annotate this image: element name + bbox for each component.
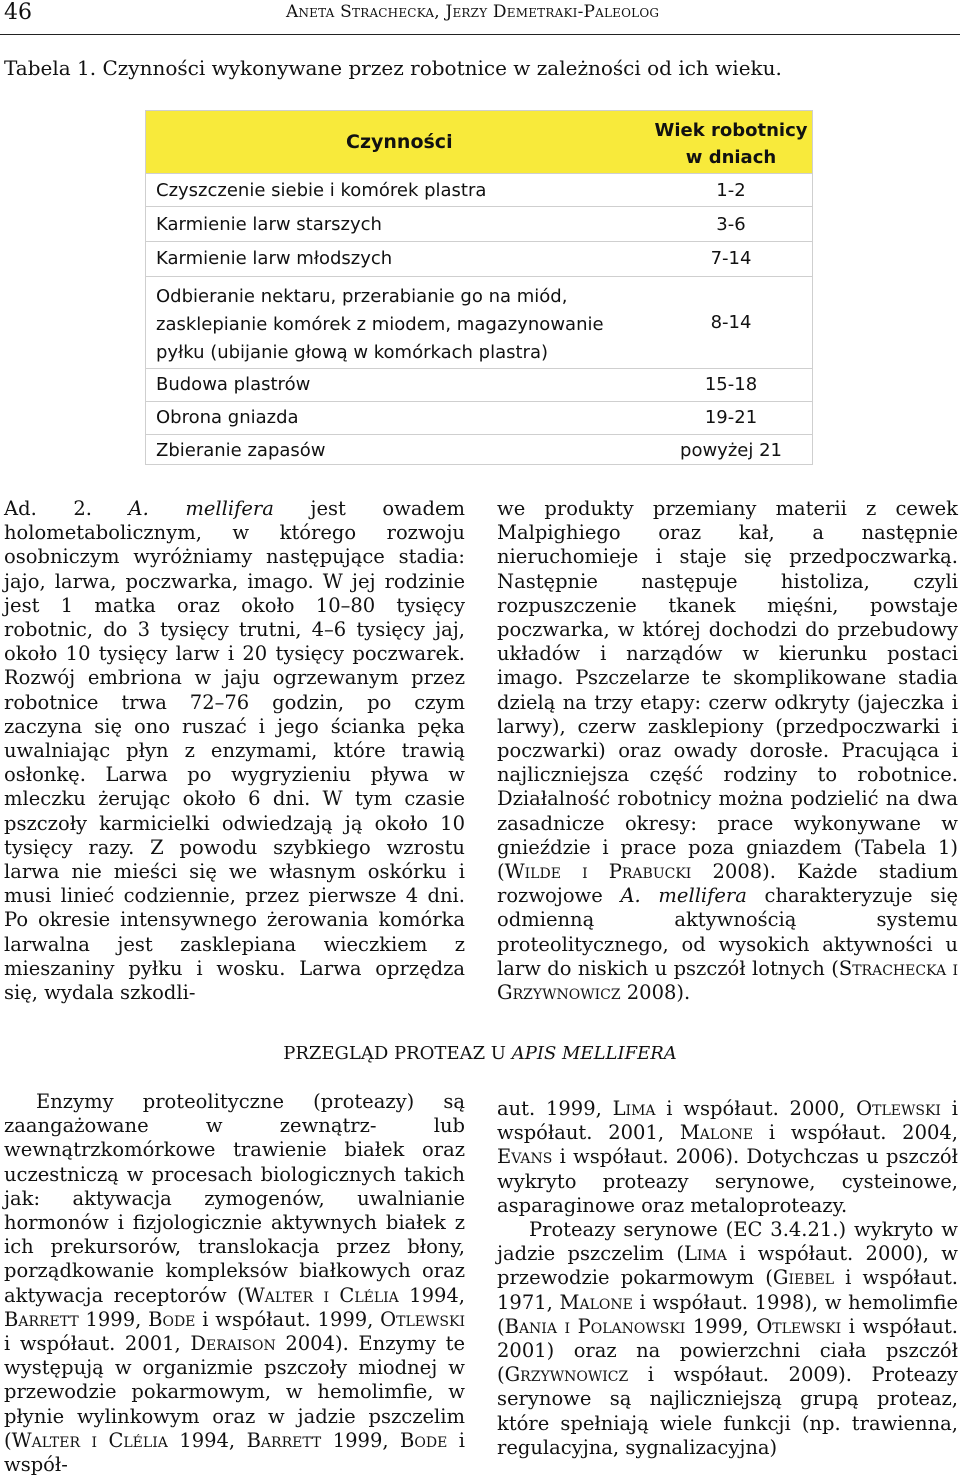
citation-author: Giebel (772, 1266, 835, 1290)
row-age: 19-21 (704, 407, 758, 428)
citation-author: Walter i Clélia (11, 1428, 168, 1452)
paragraph-text: i współaut. 2001) oraz na powierzchni ciała pszczół ( (497, 1314, 958, 1387)
row-age: 15-18 (704, 374, 758, 395)
row-age: 7-14 (710, 248, 752, 269)
citation-author: Barrett (246, 1428, 322, 1452)
paragraph-lead: Ad. 2. (4, 497, 129, 520)
paragraph-text: 1999, (685, 1314, 757, 1338)
table-caption: Tabela 1. Czynności wykonywane przez robotnice w zależności od ich wieku. (4, 56, 782, 80)
row-age: 3-6 (716, 214, 746, 235)
paragraph (4, 497, 465, 1005)
table-row (146, 276, 812, 369)
header-age-line2: w dniach (685, 147, 777, 168)
paragraph (4, 1090, 465, 1477)
row-activity: Obrona gniazda (156, 407, 299, 428)
paragraph-text: 1999, (78, 1307, 149, 1331)
page-number: 46 (4, 0, 32, 25)
row-activity: Karmienie larw starszych (156, 214, 382, 235)
citation-author: Strachecka i Grzywnowicz (497, 956, 958, 1005)
text-column-upper-right (497, 497, 958, 1005)
citation-author: Grzywnowicz (504, 1363, 629, 1387)
table-row (146, 241, 812, 277)
paragraph-text: i współaut. 2001, (497, 1097, 958, 1145)
section-title (0, 1043, 960, 1064)
citation-author: Bode (148, 1307, 196, 1331)
row-age: 8-14 (710, 312, 752, 333)
row-age: powyżej 21 (680, 440, 782, 461)
citation-author: Evans (497, 1145, 553, 1169)
row-activity (156, 283, 604, 367)
table-row (146, 173, 812, 207)
row-activity: Zbieranie zapasów (156, 440, 326, 461)
running-head: Aneta Strachecka, Jerzy Demetraki-Paleolog (286, 2, 660, 22)
citation-author: Otlewski (756, 1314, 842, 1338)
paragraph-text: Proteazy serynowe (EC 3.4.21.) wykryto w jadzie pszczelim ( (497, 1218, 958, 1266)
paragraph-text: i współaut. 2000, (655, 1097, 857, 1120)
table-header (146, 111, 812, 173)
text-column-upper-left (4, 497, 465, 1005)
paragraph-text: i współaut. 1998), w hemolimfie ( (497, 1290, 959, 1338)
citation-author: Wilde i Prabucki (504, 860, 692, 884)
paragraph-text: 1994, (167, 1428, 247, 1452)
paragraph-text: aut. 1999, (497, 1097, 613, 1120)
section-title-species: APIS MELLIFERA (511, 1043, 677, 1064)
row-activity: Czyszczenie siebie i komórek plastra (156, 180, 487, 201)
paragraph-text: i współaut. 2006). Dotychczas u pszczół wykryto proteazy serynowe, cysteinowe, asparaginowe oraz metaloproteazy. (497, 1145, 958, 1217)
paragraph-text: jest owadem holometabolicznym, w którego rozwoju osobniczym wyróżniamy następujące stadia: jajo, larwa, poczwarka, imago. W jej rodzinie jest 1 matka oraz około 10–80 tysięcy robotnic, do 3 tysięcy trutni, 4–6 tysięcy jaj, około 10 tysięcy larw i 20 tysięcy poczwarek. Rozwój embriona w jaju ogrzewanym przez robotnice trwa 72–76 godzin, po czym zaczyna się ono ruszać i jego ścianka pęka uwalniając płyn z enzymami, które trawią osłonkę. Larwa po wygryzieniu pływa w mleczku żerując około 6 dni. W tym czasie pszczoły karmicielki odwiedzają ją około 10 tysięcy razy. Z powodu szybkiego wzrostu larwa nie mieści się we własnym oskórku i musi linieć codziennie, przez pierwsze 4 dni. Po okresie intensywnego żerowania komórka larwalna jest zasklepiana wieczkiem z mieszaniny pyłku i wosku. Larwa oprzędza się, wydala szkodli- (4, 497, 465, 1005)
citation-author: Lima (683, 1242, 727, 1266)
paragraph-text: i współ- (4, 1428, 465, 1477)
citation-author: Deraison (190, 1332, 276, 1356)
species-name: A. mellifera (128, 497, 274, 520)
row-activity-line: Odbieranie nektaru, przerabianie go na miód, (156, 286, 568, 307)
row-activity: Karmienie larw młodszych (156, 248, 393, 269)
species-name: A. mellifera (620, 884, 747, 908)
table-row (146, 434, 812, 465)
text-column-lower-left (4, 1090, 465, 1477)
citation-author: Bania i Polanowski (504, 1314, 686, 1338)
paragraph (497, 1097, 958, 1218)
citation-author: Lima (612, 1097, 656, 1120)
paragraph-text: 1999, (321, 1428, 401, 1452)
text-column-lower-right (497, 1097, 958, 1460)
paragraph-text: i współaut. 2004, (753, 1121, 958, 1145)
citation-author: Walter i Clélia (244, 1283, 399, 1307)
paragraph (497, 1218, 958, 1460)
row-activity: Budowa plastrów (156, 374, 311, 395)
table-row (146, 401, 812, 435)
row-activity-line: pyłku (ubijanie głową w komórkach plastra) (156, 342, 549, 363)
paragraph-text: i współaut. 2009). Proteazy serynowe są najliczniejszą grupą proteaz, które spełniają wiele funkcji (np. trawienna, regulacyjna, sygnalizacyjna) (497, 1363, 958, 1459)
header-age-line1: Wiek robotnicy (654, 120, 808, 141)
header-age (640, 117, 822, 171)
paragraph-text: 2008). (620, 981, 691, 1005)
paragraph-text: 1994, (398, 1283, 466, 1307)
citation-author: Otlewski (856, 1097, 941, 1120)
citation-author: Barrett (4, 1307, 79, 1331)
paragraph-text: we produkty przemiany materii z cewek Malpighiego oraz kał, a następnie nieruchomieje i staje się przedpoczwarką. Następnie następuje histoliza, czyli rozpuszczenie tkanek mięśni, powstaje poczwarka, w której dochodzi do przebudowy układów i narządów w kierunku postaci imago. Pszczelarze te skomplikowane stadia dzielą na trzy etapy: czerw odkryty (jajeczka i larwy), czerw zasklepiony (przedpoczwarki i poczwarki) oraz owady dorosłe. Pracująca i najliczniejsza część rodziny to robotnice. Działalność robotnicy można podzielić na dwa zasadnicze okresy: prace wykonywane w gnieździe i prace poza gniazdem (Tabela 1) ( (497, 497, 958, 884)
paragraph (497, 497, 958, 1005)
citation-author: Malone (679, 1121, 754, 1145)
citation-author: Malone (559, 1290, 633, 1314)
header-activity: Czynności (346, 131, 453, 153)
table-row (146, 206, 812, 242)
paragraph-text: i współaut. 1999, (195, 1307, 381, 1331)
row-activity-line: zasklepianie komórek z miodem, magazynowanie (156, 314, 604, 335)
section-title-text: PRZEGLĄD PROTEAZ U (283, 1043, 506, 1064)
paragraph-text: i współaut. 2000), w przewodzie pokarmowym ( (497, 1242, 959, 1290)
header-rule (0, 34, 960, 35)
paragraph-text: i współaut. 1971, (497, 1266, 958, 1314)
paragraph-text: 2008). Każde stadium rozwojowe (497, 860, 958, 908)
activities-table (145, 110, 813, 465)
citation-author: Bode (400, 1428, 448, 1452)
citation-author: Otlewski (380, 1307, 465, 1331)
row-age: 1-2 (716, 180, 746, 201)
table-row (146, 368, 812, 402)
paragraph-text: 2004). Enzymy te występują w organizmie pszczoły miodnej w przewodzie pokarmowym, w hemolimfie, w płynie wylinkowym oraz w jadzie pszczelim ( (4, 1332, 466, 1452)
paragraph-text: i współaut. 2001, (4, 1332, 191, 1356)
paragraph-text: charakteryzuje się odmienną aktywnością systemu proteolitycznego, od wysokich aktywności u larw do niskich u pszczół lotnych ( (497, 884, 959, 980)
paragraph-text: Enzymy proteolityczne (proteazy) są zaangażowane w zewnątrz- lub wewnątrzkomórkowe trawienie białek oraz uczestniczą w procesach biologicznych takich jak: aktywacja zymogenów, uwalnianie hormonów i fizjologicznie aktywnych białek z ich prekursorów, translokacja przez błony, porządkowanie kompleksów białkowych oraz aktywacja receptorów ( (4, 1090, 465, 1307)
